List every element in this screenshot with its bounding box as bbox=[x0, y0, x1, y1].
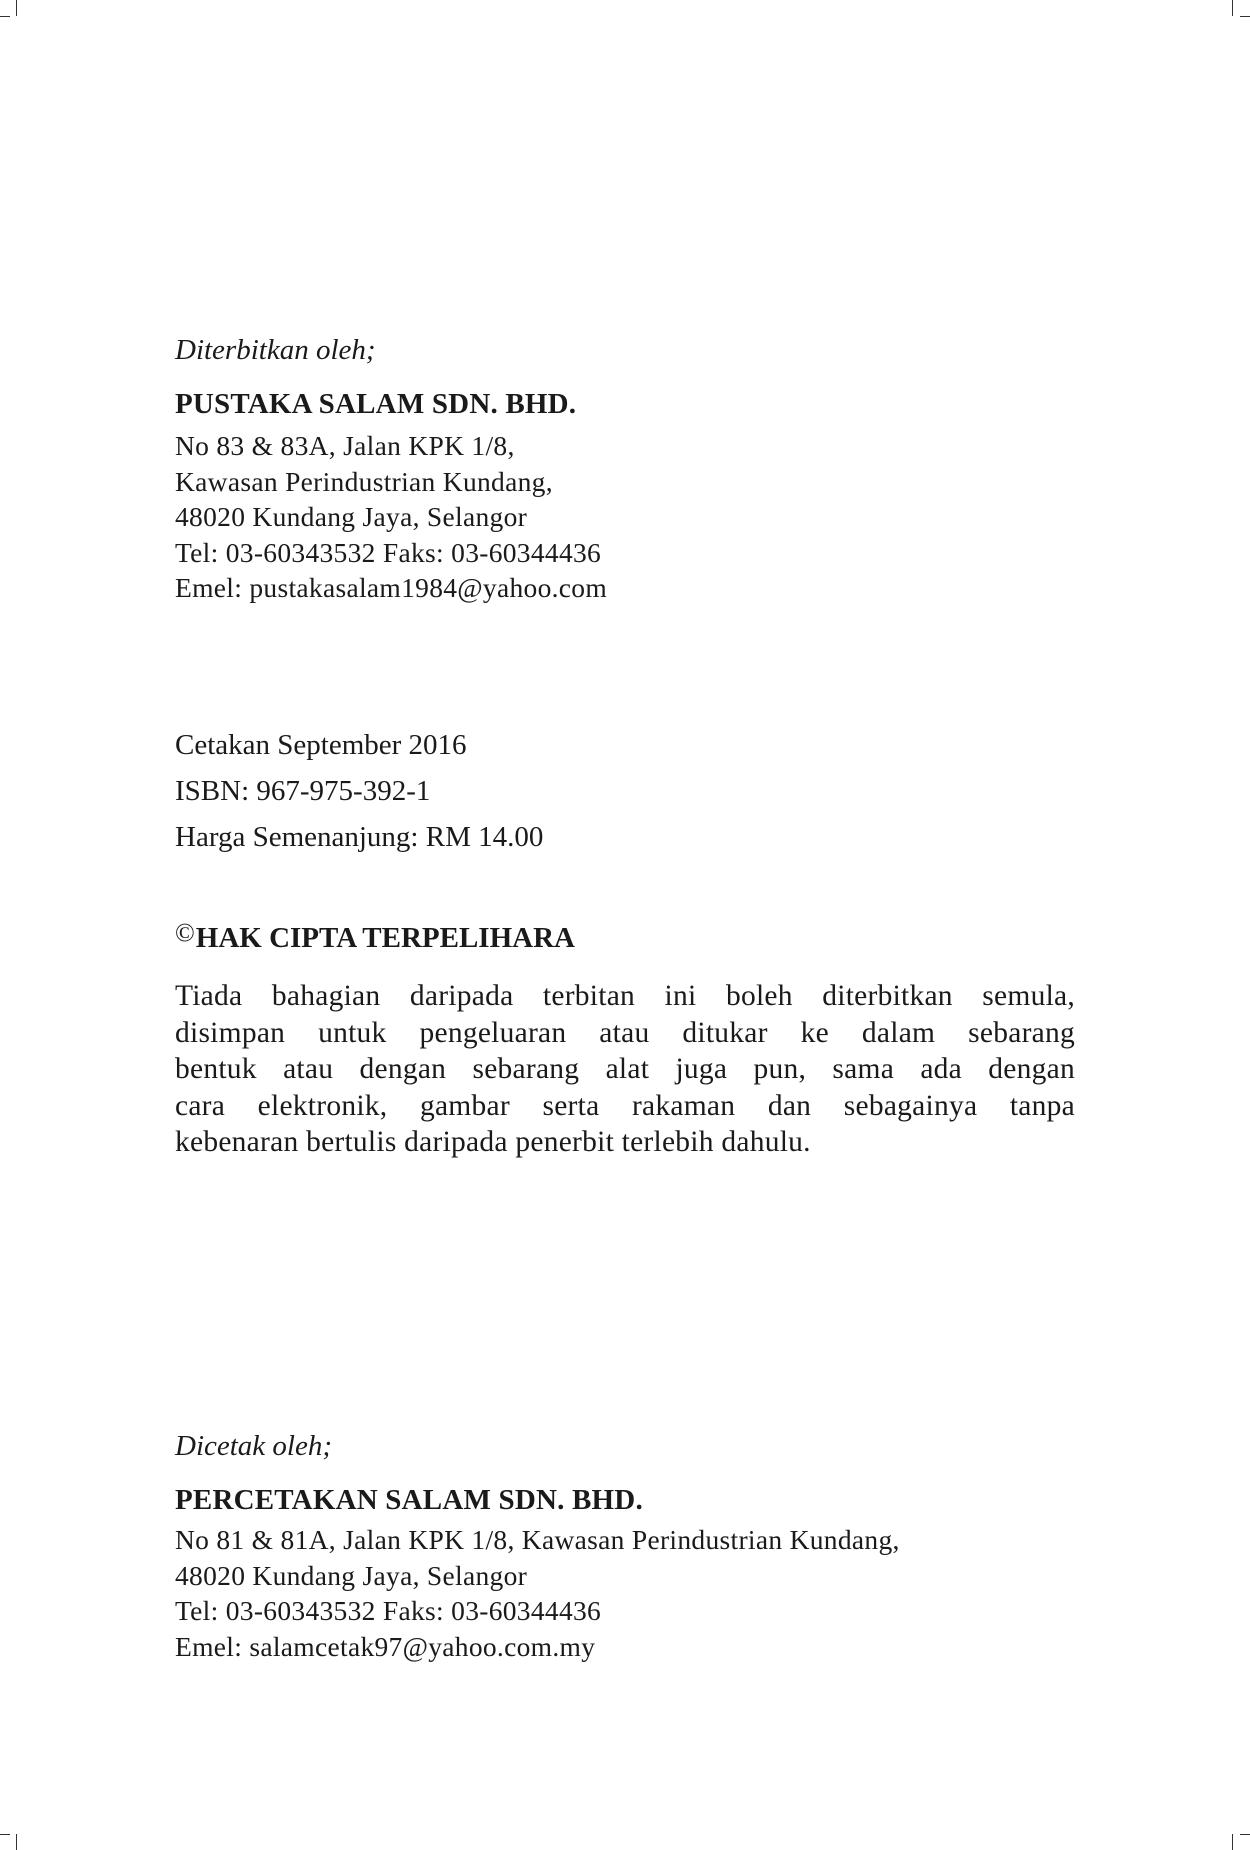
publisher-address bbox=[175, 428, 607, 606]
printer-phone: Tel: 03-60343532 Faks: 03-60344436 bbox=[175, 1595, 602, 1626]
crop-mark-bottom-right-h bbox=[1240, 1834, 1250, 1835]
copyright-line: Tiada bahagian daripada terbitan ini boleh diterbitkan semula, bbox=[175, 980, 1075, 1012]
publisher-name-block bbox=[175, 388, 576, 421]
publisher-address-line: 48020 Kundang Jaya, Selangor bbox=[175, 501, 528, 532]
printer-block bbox=[175, 1430, 332, 1463]
crop-mark-bottom-left-v bbox=[16, 1834, 17, 1850]
crop-mark-top-left-h bbox=[0, 16, 10, 17]
copyright-line: bentuk atau dengan sebarang alat juga pun, sama ada dengan bbox=[175, 1053, 1075, 1085]
publisher-address-line: Kawasan Perindustrian Kundang, bbox=[175, 465, 553, 497]
printer-address-line: No 81 & 81A, Jalan KPK 1/8, Kawasan Perindustrian Kundang, bbox=[175, 1524, 900, 1555]
printer-email: Emel: salamcetak97@yahoo.com.my bbox=[175, 1630, 596, 1662]
copyright-line: cara elektronik, gambar serta rakaman dan sebagainya tanpa bbox=[175, 1089, 1075, 1122]
copyright-paragraph bbox=[175, 978, 1075, 1161]
publisher-intro: Diterbitkan oleh; bbox=[175, 334, 376, 366]
printer-name: PERCETAKAN SALAM SDN. BHD. bbox=[175, 1484, 643, 1516]
copyright-paragraph-block bbox=[175, 978, 1075, 1161]
crop-mark-top-right-v bbox=[1232, 0, 1233, 16]
crop-mark-bottom-right-v bbox=[1232, 1834, 1233, 1850]
publisher-email: Emel: pustakasalam1984@yahoo.com bbox=[175, 572, 608, 603]
copyright-line: kebenaran bertulis daripada penerbit terlebih dahulu. bbox=[175, 1126, 811, 1158]
copyright-heading bbox=[175, 918, 575, 955]
printer-address bbox=[175, 1522, 900, 1664]
printer-intro: Dicetak oleh; bbox=[175, 1430, 333, 1462]
printer-address-line: 48020 Kundang Jaya, Selangor bbox=[175, 1559, 528, 1591]
copyright-heading-text: HAK CIPTA TERPELIHARA bbox=[195, 922, 575, 954]
crop-mark-top-left-v bbox=[16, 0, 17, 16]
edition-block bbox=[175, 722, 543, 860]
price: Harga Semenanjung: RM 14.00 bbox=[175, 821, 544, 853]
publisher-phone: Tel: 03-60343532 Faks: 03-60344436 bbox=[175, 536, 602, 568]
publisher-name: PUSTAKA SALAM SDN. BHD. bbox=[175, 388, 577, 420]
copyright-line: disimpan untuk pengeluaran atau ditukar ke dalam sebarang bbox=[175, 1016, 1075, 1049]
crop-mark-top-right-h bbox=[1240, 16, 1250, 17]
print-date: Cetakan September 2016 bbox=[175, 729, 467, 761]
printer-name-block bbox=[175, 1484, 643, 1517]
publisher-address-line: No 83 & 83A, Jalan KPK 1/8, bbox=[175, 430, 515, 461]
publisher-block bbox=[175, 334, 376, 367]
copyright-heading-block bbox=[175, 918, 575, 955]
copyright-symbol: © bbox=[175, 918, 195, 947]
isbn: ISBN: 967-975-392-1 bbox=[175, 775, 431, 807]
crop-mark-bottom-left-h bbox=[0, 1834, 10, 1835]
